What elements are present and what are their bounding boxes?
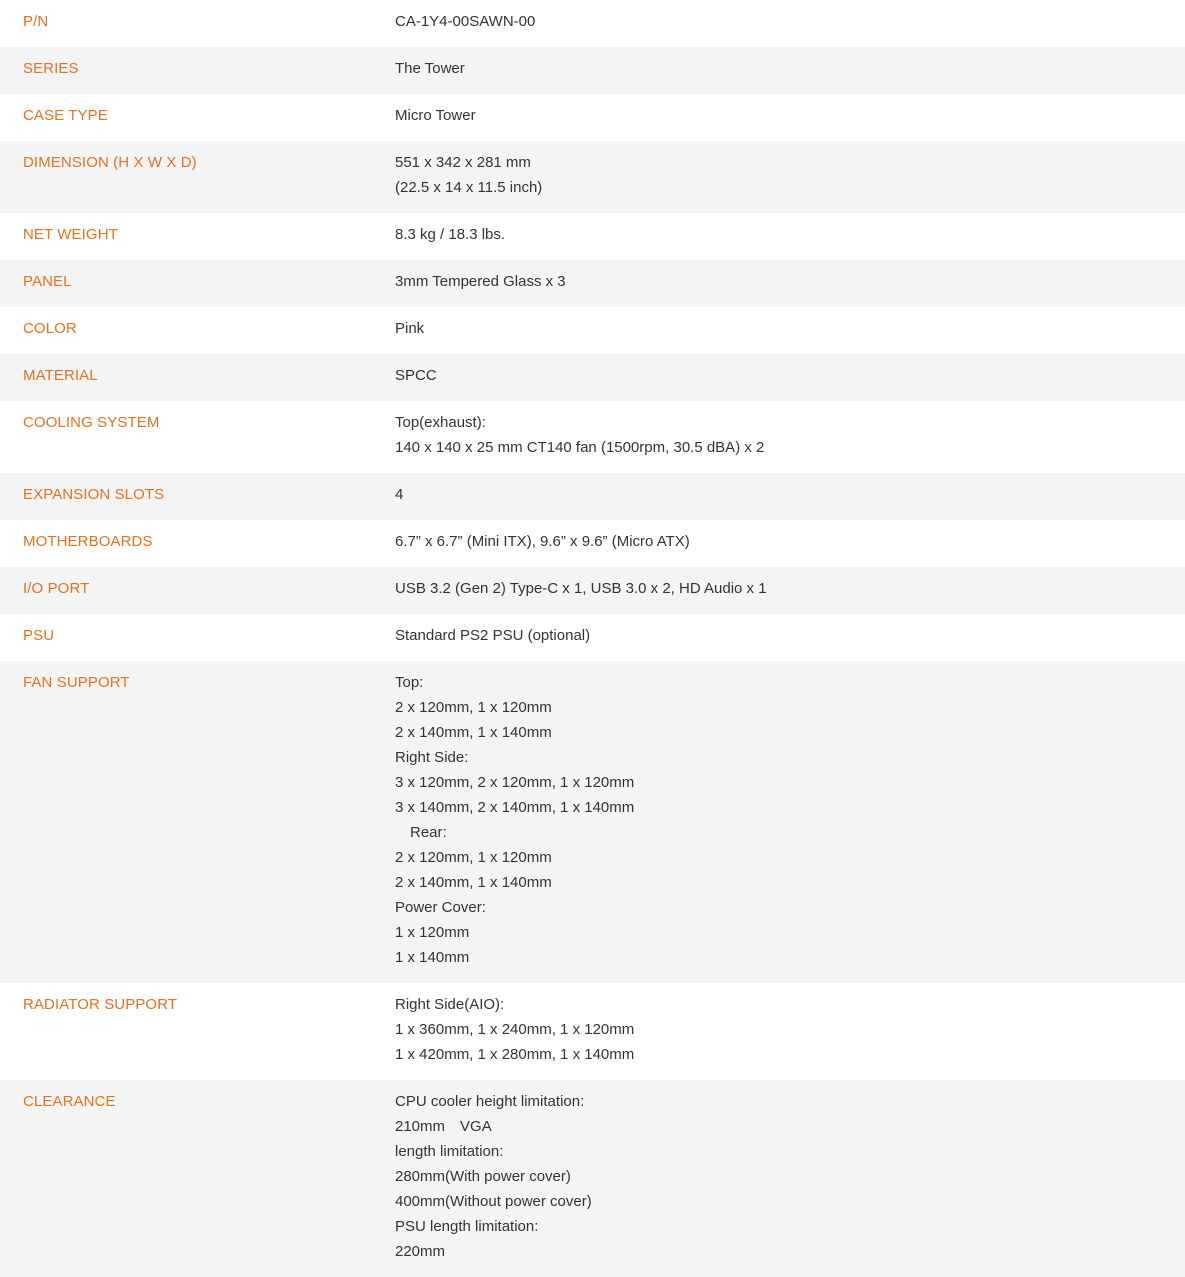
spec-row [0, 473, 1185, 520]
spec-value-line: CPU cooler height limitation: [395, 1093, 585, 1110]
spec-value-line: The Tower [395, 60, 465, 77]
spec-value-line: 3 x 120mm, 2 x 120mm, 1 x 120mm [395, 774, 635, 791]
spec-value-line: 6.7” x 6.7” (Mini ITX), 9.6” x 9.6” (Micro ATX) [395, 533, 690, 550]
spec-value-line: Top: [395, 674, 424, 691]
spec-value-line: Standard PS2 PSU (optional) [395, 627, 591, 644]
spec-label: MATERIAL [0, 354, 395, 401]
spec-value [395, 520, 1185, 567]
spec-value-line: 2 x 120mm, 1 x 120mm [395, 849, 552, 866]
spec-label: COOLING SYSTEM [0, 401, 395, 473]
spec-value [395, 401, 1185, 473]
spec-value [395, 213, 1185, 260]
spec-label: PSU [0, 614, 395, 661]
spec-value-line: (22.5 x 14 x 11.5 inch) [395, 179, 543, 196]
spec-value [395, 661, 1185, 983]
spec-value-line: 8.3 kg / 18.3 lbs. [395, 226, 506, 243]
spec-value-line: 1 x 140mm [395, 949, 470, 966]
spec-label: FAN SUPPORT [0, 661, 395, 983]
spec-value-line: 3 x 140mm, 2 x 140mm, 1 x 140mm [395, 799, 635, 816]
spec-label: EXPANSION SLOTS [0, 473, 395, 520]
spec-value [395, 0, 1185, 47]
spec-value-line: 1 x 360mm, 1 x 240mm, 1 x 120mm [395, 1021, 635, 1038]
spec-label: CASE TYPE [0, 94, 395, 141]
spec-value-line: SPCC [395, 367, 437, 384]
spec-value [395, 47, 1185, 94]
spec-value-line: 280mm(With power cover) [395, 1168, 571, 1185]
spec-row [0, 260, 1185, 307]
spec-value-line: Right Side(AIO): [395, 996, 505, 1013]
spec-label: PANEL [0, 260, 395, 307]
spec-value-line: length limitation: [395, 1143, 504, 1160]
spec-row [0, 401, 1185, 473]
spec-value-line: CA-1Y4-00SAWN-00 [395, 13, 536, 30]
spec-row [0, 661, 1185, 983]
spec-value-line: 551 x 342 x 281 mm [395, 154, 531, 171]
spec-value [395, 614, 1185, 661]
spec-value [395, 1080, 1185, 1277]
spec-value-line: Micro Tower [395, 107, 476, 124]
spec-row [0, 567, 1185, 614]
spec-label: RADIATOR SUPPORT [0, 983, 395, 1080]
spec-label: SERIES [0, 47, 395, 94]
spec-value-line: 210mm VGA [395, 1118, 492, 1135]
spec-row [0, 307, 1185, 354]
spec-value-line: 220mm [395, 1243, 446, 1260]
spec-label: MOTHERBOARDS [0, 520, 395, 567]
spec-row [0, 94, 1185, 141]
spec-value-line: 1 x 120mm [395, 924, 470, 941]
spec-label: P/N [0, 0, 395, 47]
spec-value-line: PSU length limitation: [395, 1218, 539, 1235]
spec-value-line: 140 x 140 x 25 mm CT140 fan (1500rpm, 30.5 dBA) x 2 [395, 439, 765, 456]
spec-row [0, 1080, 1185, 1277]
spec-value-line: 400mm(Without power cover) [395, 1193, 592, 1210]
spec-row [0, 983, 1185, 1080]
spec-row [0, 213, 1185, 260]
spec-value [395, 94, 1185, 141]
spec-value-line: 2 x 140mm, 1 x 140mm [395, 724, 552, 741]
spec-label: COLOR [0, 307, 395, 354]
spec-value-line: 1 x 420mm, 1 x 280mm, 1 x 140mm [395, 1046, 635, 1063]
spec-value [395, 354, 1185, 401]
spec-label: DIMENSION (H X W X D) [0, 141, 395, 213]
spec-row [0, 141, 1185, 213]
spec-value-line: Top(exhaust): [395, 414, 486, 431]
spec-row [0, 520, 1185, 567]
spec-value-line: Rear: [395, 824, 447, 841]
spec-value-line: Right Side: [395, 749, 469, 766]
spec-value-line: 4 [395, 486, 404, 503]
spec-value [395, 983, 1185, 1080]
spec-value-line: USB 3.2 (Gen 2) Type-C x 1, USB 3.0 x 2, HD Audio x 1 [395, 580, 767, 597]
spec-row [0, 47, 1185, 94]
spec-value [395, 567, 1185, 614]
spec-row [0, 614, 1185, 661]
spec-label: NET WEIGHT [0, 213, 395, 260]
spec-value-line: 3mm Tempered Glass x 3 [395, 273, 566, 290]
spec-value [395, 473, 1185, 520]
spec-value-line: Power Cover: [395, 899, 486, 916]
spec-value-line: 2 x 120mm, 1 x 120mm [395, 699, 552, 716]
spec-value-line: 2 x 140mm, 1 x 140mm [395, 874, 552, 891]
spec-row [0, 0, 1185, 47]
spec-label: I/O PORT [0, 567, 395, 614]
spec-value [395, 260, 1185, 307]
spec-label: CLEARANCE [0, 1080, 395, 1277]
spec-value-line: Pink [395, 320, 425, 337]
spec-value [395, 307, 1185, 354]
spec-value [395, 141, 1185, 213]
spec-row [0, 354, 1185, 401]
